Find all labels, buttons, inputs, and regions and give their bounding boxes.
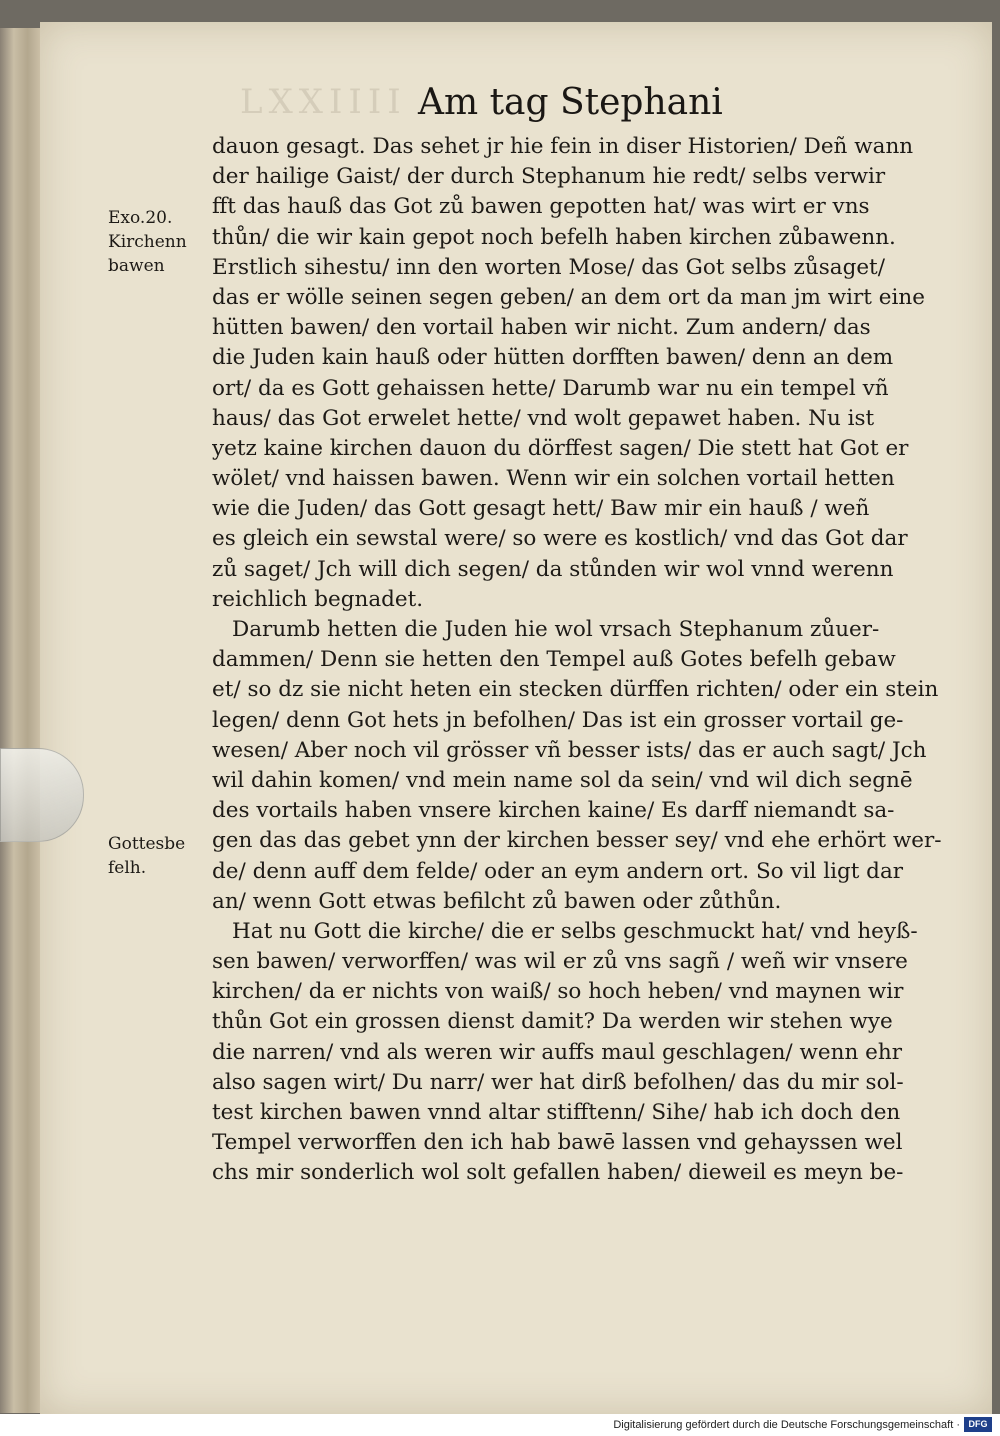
dfg-logo: DFG: [964, 1417, 992, 1432]
marginal-line: Kirchenn: [108, 232, 187, 252]
text-line: Tempel verworffen den ich hab bawē lassen vnd gehayssen wel: [212, 1130, 903, 1156]
text-line: Erstlich sihestu/ inn den worten Mose/ das Got selbs zůsaget/: [212, 254, 885, 280]
text-line: yetz kaine kirchen dauon du dörffest sagen/ Die stett hat Got er: [212, 435, 909, 461]
text-line: kirchen/ da er nichts von waiß/ so hoch heben/ vnd maynen wir: [212, 979, 904, 1005]
text-line: chs mir sonderlich wol solt gefallen haben/ dieweil es meyn be-: [212, 1160, 904, 1186]
paragraph-2: [212, 615, 952, 917]
footer-credit: Digitalisierung gefördert durch die Deutsche Forschungsgemeinschaft ·: [613, 1419, 960, 1431]
text-line: fft das hauß das Got zů bawen gepotten hat/ was wirt er vns: [212, 194, 870, 220]
text-line: des vortails haben vnsere kirchen kaine/ Es darff niemandt sa-: [212, 798, 895, 824]
text-line: die Juden kain hauß oder hütten dorfften bawen/ denn an dem: [212, 345, 894, 371]
body-text: [212, 132, 952, 1189]
text-line: zů saget/ Jch will dich segen/ da stůnden wir wol vnnd werenn: [212, 556, 894, 582]
text-line: der hailige Gaist/ der durch Stephanum hie redt/ selbs verwir: [212, 164, 886, 190]
text-line: test kirchen bawen vnnd altar stifftenn/ Sihe/ hab ich doch den: [212, 1100, 901, 1125]
text-line: wölet/ vnd haissen bawen. Wenn wir ein solchen vortail hetten: [212, 466, 895, 492]
text-line: an/ wenn Gott etwas befilcht zů bawen oder zůthůn.: [212, 888, 782, 914]
marginal-line: Exo.20.: [108, 208, 173, 228]
text-line: die narren/ vnd als weren wir auffs maul geschlagen/ wenn ehr: [212, 1039, 903, 1065]
text-line: hütten bawen/ den vortail haben wir nicht. Zum andern/ das: [212, 315, 871, 341]
marginal-note-2: [108, 832, 212, 880]
text-line: ort/ da es Gott gehaissen hette/ Darumb war nu ein tempel vñ: [212, 375, 889, 401]
text-line: de/ denn auff dem felde/ oder an eym andern ort. So vil ligt dar: [212, 858, 904, 884]
marginal-note-1: [108, 206, 212, 278]
text-line: thůn Got ein grossen dienst damit? Da werden wir stehen wye: [212, 1009, 893, 1035]
text-line: dammen/ Denn sie hetten den Tempel auß Gotes befelh gebaw: [212, 647, 896, 673]
text-line: Darumb hetten die Juden hie wol vrsach Stephanum zůuer-: [232, 617, 880, 642]
bleed-through-text: LXXIIII: [240, 82, 407, 122]
text-line: dauon gesagt. Das sehet jr hie fein in diser Historien/ Deñ wann: [212, 134, 914, 159]
marginal-line: bawen: [108, 256, 165, 276]
text-line: also sagen wirt/ Du narr/ wer hat dirß befolhen/ das du mir sol-: [212, 1069, 904, 1095]
text-line: das er wölle seinen segen geben/ an dem ort da man jm wirt eine: [212, 284, 925, 310]
text-line: wesen/ Aber noch vil grösser vñ besser ists/ das er auch sagt/ Jch: [212, 737, 927, 763]
text-line: wil dahin komen/ vnd mein name sol da sein/ vnd wil dich segnē: [212, 767, 913, 793]
text-line: Hat nu Gott die kirche/ die er selbs geschmuckt hat/ vnd heyß-: [232, 918, 918, 944]
text-line: wie die Juden/ das Gott gesagt hett/ Baw mir ein hauß / weñ: [212, 496, 870, 522]
running-header: Am tag Stephani: [418, 82, 723, 123]
paragraph-1: [212, 132, 952, 615]
text-line: sen bawen/ verworffen/ was wil er zů vns sagñ / weñ wir vnsere: [212, 949, 908, 975]
marginal-line: Gottesbe: [108, 834, 186, 854]
marginal-line: felh.: [108, 858, 147, 878]
paragraph-3: [212, 917, 952, 1189]
text-line: gen das das gebet ynn der kirchen besser sey/ vnd ehe erhört wer-: [212, 828, 942, 854]
text-line: haus/ das Got erwelet hette/ vnd wolt gepawet haben. Nu ist: [212, 405, 875, 431]
footer-bar: [0, 1414, 1000, 1436]
text-line: legen/ denn Got hets jn befolhen/ Das ist ein grosser vortail ge-: [212, 707, 904, 733]
text-line: es gleich ein sewstal were/ so were es kostlich/ vnd das Got dar: [212, 526, 908, 552]
text-line: thůn/ die wir kain gepot noch befelh haben kirchen zůbawenn.: [212, 224, 896, 250]
text-line: reichlich begnadet.: [212, 586, 424, 612]
text-line: et/ so dz sie nicht heten ein stecken dürffen richten/ oder ein stein: [212, 677, 939, 703]
